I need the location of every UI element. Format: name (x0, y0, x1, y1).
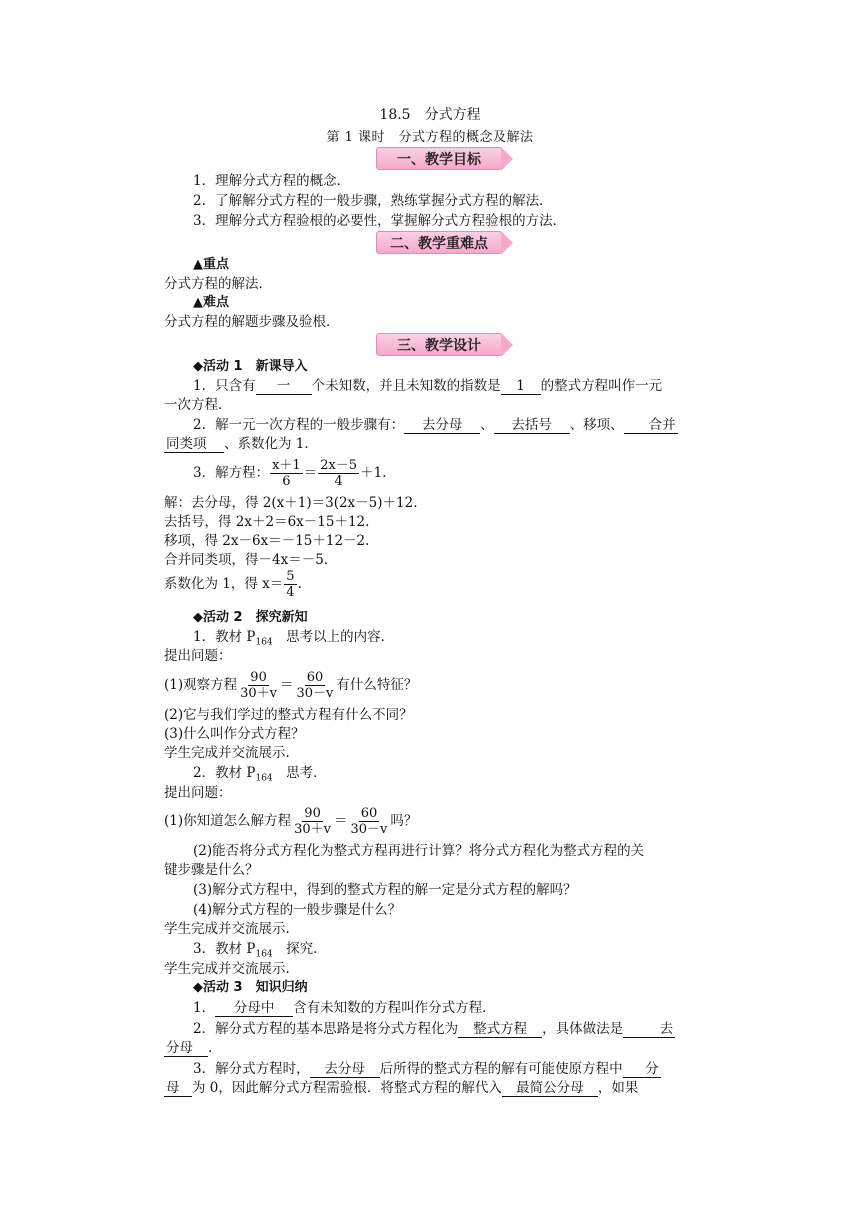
fraction: $\frac{5}{4}$ (286, 569, 295, 600)
activity1-q3: 3．解方程： $\frac{x+1}{6}$ ＝ $\frac{2x-5}{4}$ ＋1. (193, 458, 387, 489)
fraction: $\frac{90}{30+v}$ (294, 806, 332, 837)
activity3-item3-cont: 母 为 0，因此解分式方程需验根．将整式方程的解代入 最简公分母 ，如果 (166, 1080, 639, 1096)
solution-step-1: 解：去分母，得 2(x＋1)＝3(2x－5)＋12. (164, 495, 418, 511)
blank-answer: 去分母 (310, 1062, 380, 1078)
activity2-question-b4: (4)解分式方程的一般步骤是什么？ (193, 902, 402, 918)
banner-teaching-objectives: 一、教学目标 (376, 147, 502, 170)
student-task: 学生完成并交流展示． (164, 961, 299, 977)
ask-questions-label: 提出问题： (164, 785, 232, 801)
activity3-heading: ◆活动 3 知识归纳 (193, 980, 308, 995)
banner-key-difficult-points: 二、教学重难点 (376, 231, 502, 254)
fraction: $\frac{60}{30-v}$ (350, 806, 388, 837)
blank-answer: 分母 (164, 1041, 208, 1057)
section-title: 18.5 分式方程 (379, 107, 481, 123)
blank-answer: 1 (501, 379, 541, 395)
solution-step-4: 合并同类项，得－4x＝－5. (164, 552, 329, 568)
solution-step-2: 去括号，得 2x＋2＝6x－15＋12. (164, 514, 370, 530)
activity2-question-b3: (3)解分式方程中，得到的整式方程的解一定是分式方程的解吗？ (193, 882, 577, 898)
lesson-subtitle: 第 1 课时 分式方程的概念及解法 (326, 130, 534, 145)
banner-teaching-design: 三、教学设计 (376, 333, 502, 356)
blank-answer: 去分母 (404, 418, 480, 434)
activity2-item2: 2．教材 $P_{164}$ 思考． (193, 765, 327, 784)
ask-questions-label: 提出问题： (164, 648, 232, 664)
activity1-heading: ◆活动 1 新课导入 (193, 359, 308, 374)
student-task: 学生完成并交流展示． (164, 921, 299, 937)
objective-2: 2．了解解分式方程的一般步骤，熟练掌握分式方程的解法． (193, 193, 553, 209)
activity2-question1: (1)观察方程 $\frac{90}{30+v}$ ＝ $\frac{60}{30-v}$ 有什么特征？ (164, 670, 418, 701)
fraction: $\frac{2x-5}{4}$ (320, 458, 358, 489)
activity2-question-b2: (2)能否将分式方程化为整式方程再进行计算？将分式方程化为整式方程的关 (193, 843, 645, 859)
activity3-item2: 2．解分式方程的基本思路是将分式方程化为 整式方程 ，具体做法是 去 (193, 1021, 674, 1037)
blank-answer: 最简公分母 (502, 1081, 598, 1097)
objective-1: 1．理解分式方程的概念． (193, 173, 351, 189)
activity1-q2: 2．解一元一次方程的一般步骤有： 去分母 、 去括号 、移项、 合并 (193, 417, 676, 433)
solution-step-3: 移项，得 2x－6x＝－15＋12－2. (164, 533, 370, 549)
activity2-question2: (2)它与我们学过的整式方程有什么不同？ (164, 707, 413, 723)
activity1-q1: 1．只含有 一 个未知数，并且未知数的指数是 1 的整式方程叫作一元 (193, 378, 663, 394)
blank-answer: 整式方程 (458, 1022, 542, 1038)
activity2-heading: ◆活动 2 探究新知 (193, 610, 308, 625)
activity2-question3: (3)什么叫作分式方程？ (164, 726, 305, 742)
blank-answer: 合并 (624, 418, 678, 434)
fraction: $\frac{60}{30-v}$ (296, 670, 334, 701)
activity3-item1: 1． 分母中 含有未知数的方程叫作分式方程． (193, 1000, 496, 1016)
activity2-question-b2-cont: 键步骤是什么？ (164, 862, 259, 878)
activity1-q1-cont: 一次方程． (164, 397, 232, 413)
blank-answer: 同类项 (164, 437, 224, 453)
key-point-text: 分式方程的解法． (164, 276, 272, 292)
blank-answer: 去括号 (494, 418, 570, 434)
activity3-item2-cont: 分母 . (166, 1040, 213, 1056)
activity2-item3: 3．教材 $P_{164}$ 探究． (193, 941, 327, 960)
activity2-question-b1: (1)你知道怎么解方程 $\frac{90}{30+v}$ ＝ $\frac{60}{30-v}$ 吗？ (164, 806, 418, 837)
blank-answer: 分母中 (215, 1001, 293, 1017)
key-point-label: ▲重点 (193, 257, 229, 272)
activity2-item1: 1．教材 $P_{164}$ 思考以上的内容． (193, 629, 395, 648)
blank-answer: 一 (256, 379, 312, 395)
solution-step-5: 系数化为 1，得 x＝ $\frac{5}{4}$ . (164, 569, 302, 600)
difficult-point-text: 分式方程的解题步骤及验根． (164, 314, 340, 330)
blank-answer: 分 (623, 1062, 661, 1078)
activity1-q2-cont: 同类项 、系数化为 1. (166, 436, 309, 452)
fraction: $\frac{90}{30+v}$ (240, 670, 278, 701)
blank-answer: 母 (164, 1081, 192, 1097)
fraction: $\frac{x+1}{6}$ (272, 458, 301, 489)
difficult-point-label: ▲难点 (193, 295, 229, 310)
student-task: 学生完成并交流展示． (164, 745, 299, 761)
objective-3: 3．理解分式方程验根的必要性，掌握解分式方程验根的方法． (193, 213, 567, 229)
activity3-item3: 3．解分式方程时， 去分母 后所得的整式方程的解有可能使原方程中 分 (193, 1061, 659, 1077)
blank-answer: 去 (623, 1022, 675, 1038)
